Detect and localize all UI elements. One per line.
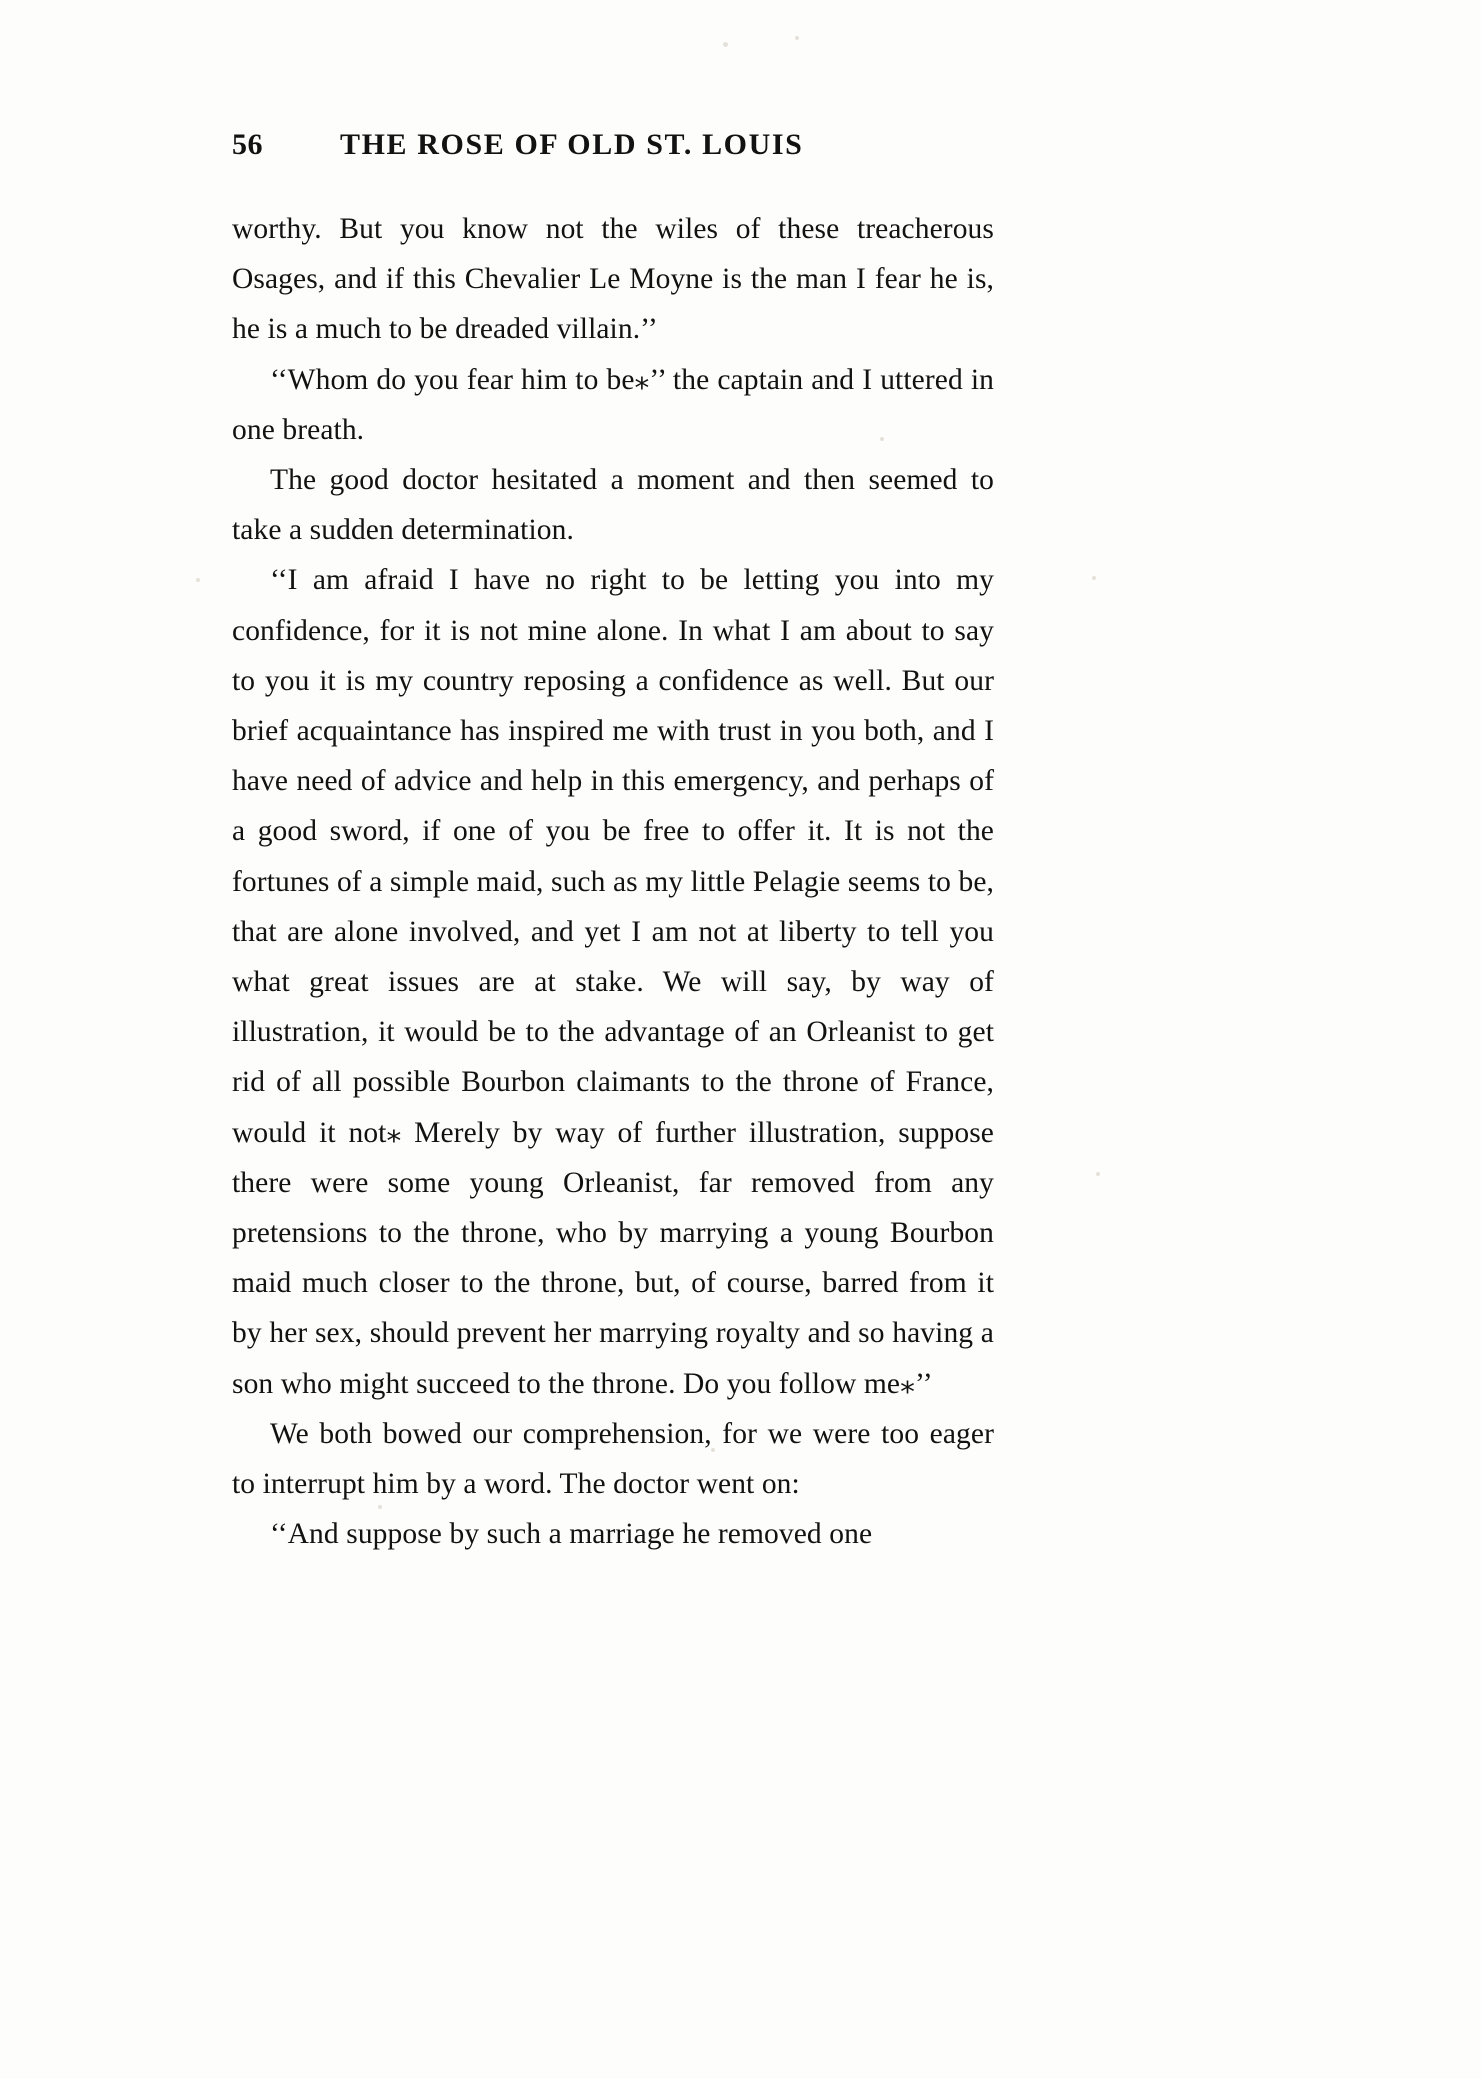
paper-speck xyxy=(1096,1172,1100,1176)
page-header xyxy=(232,128,994,162)
running-head-title: THE ROSE OF OLD ST. LOUIS xyxy=(340,128,804,161)
paper-speck xyxy=(795,36,799,40)
body-text xyxy=(232,204,994,1559)
paragraph: ‘‘And suppose by such a marriage he removed one xyxy=(270,1518,873,1551)
paper-speck xyxy=(723,42,728,47)
paragraph: ‘‘Whom do you fear him to be⁎’’ the captain and I uttered in one breath. xyxy=(232,363,994,446)
page-content xyxy=(232,128,994,1559)
paragraph: The good doctor hesitated a moment and then seemed to take a sudden determination. xyxy=(232,464,994,547)
paper-speck xyxy=(196,578,200,582)
paragraph: ‘‘I am afraid I have no right to be letting you into my confidence, for it is not mine alone. In what I am about to say to you it is my country reposing a confidence as well. But our brief acquaintance has inspired me with trust in you both, and I have need of advice and help in this emergency, and perhaps of a good sword, if one of you be free to offer it. It is not the fortunes of a simple maid, such as my little Pelagie seems to be, that are alone involved, and yet I am not at liberty to tell you what great issues are at stake. We will say, by way of illustration, it would be to the advantage of an Orleanist to get rid of all possible Bourbon claimants to the throne of France, would it not⁎ Merely by way of further illustration, suppose there were some young Orleanist, far removed from any pretensions to the throne, who by marrying a young Bourbon maid much closer to the throne, but, of course, barred from it by her sex, should prevent her marrying royalty and so having a son who might succeed to the throne. Do you follow me⁎’’ xyxy=(232,564,994,1400)
paragraph: worthy. But you know not the wiles of these treacherous Osages, and if this Chevalier Le Moyne is the man I fear he is, he is a much to be dreaded villain.’’ xyxy=(232,213,994,346)
paper-speck xyxy=(1092,576,1096,580)
paragraph: We both bowed our comprehension, for we were too eager to interrupt him by a word. The doctor went on: xyxy=(232,1417,994,1501)
page-number: 56 xyxy=(232,128,263,161)
